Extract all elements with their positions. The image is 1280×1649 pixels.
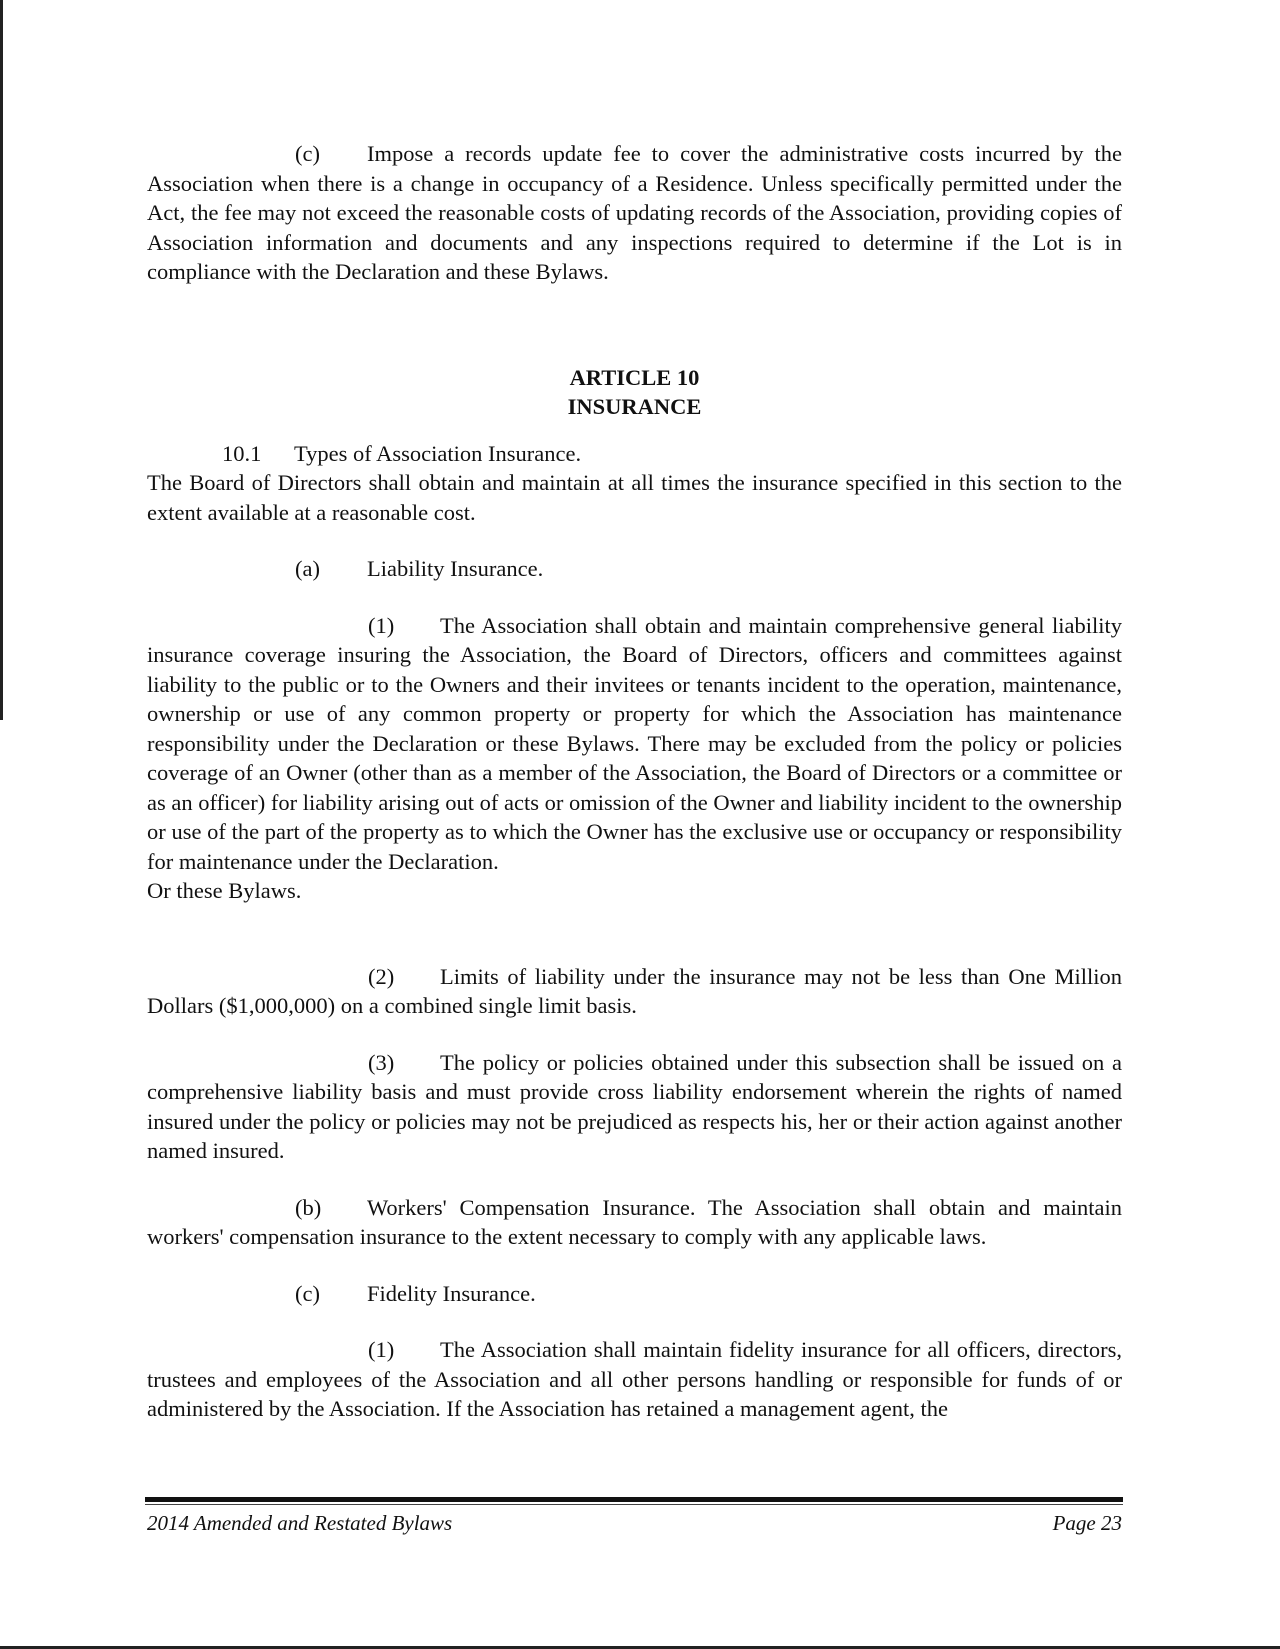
document-page: [147, 139, 1122, 1424]
item-a2-paragraph: [147, 962, 1122, 1021]
subsection-a-heading: [147, 554, 1122, 584]
footer-rule-thin: [145, 1504, 1123, 1505]
item-label: (c): [295, 1280, 320, 1306]
paragraph-text: Limits of liability under the insurance may not be less than One Million Dollars ($1,000,000) on a combined single limit basis.: [147, 963, 1122, 1018]
item-label: (3): [368, 1049, 395, 1075]
paragraph-text: The policy or policies obtained under this subsection shall be issued on a comprehensive liability basis and must provide cross liability endorsement wherein the rights of named insured under the policy or policies may not be prejudiced as respects his, her or their action against another named insured.: [147, 1049, 1122, 1163]
item-label: (2): [368, 963, 395, 989]
section-title: Types of Association Insurance.: [294, 440, 582, 466]
paragraph-text: The Association shall obtain and maintain comprehensive general liability insurance coverage insuring the Association, the Board of Directors, officers and committees against liability to the public or to the Owners and their invitees or tenants incident to the operation, maintenance, ownership or use of any common property or property for which the Association has maintenance responsibility under the Declaration or these Bylaws. There may be excluded from the policy or policies coverage of an Owner (other than as a member of the Association, the Board of Directors or a committee or as an officer) for liability arising out of acts or omission of the Owner and liability incident to the ownership or use of the part of the property as to which the Owner has the exclusive use or occupancy or responsibility for maintenance under the Declaration.: [147, 612, 1122, 874]
subsection-b-paragraph: [147, 1193, 1122, 1252]
item-label: (b): [295, 1194, 322, 1220]
footer-rule: [145, 1497, 1123, 1502]
subsection-title: Fidelity Insurance.: [367, 1280, 536, 1306]
section-10-1-heading: [147, 439, 1122, 469]
article-heading: [147, 363, 1122, 422]
article-title: INSURANCE: [567, 394, 702, 419]
item-a1-tail: Or these Bylaws.: [147, 878, 302, 903]
footer-document-title: 2014 Amended and Restated Bylaws: [147, 1511, 453, 1535]
item-c1-paragraph: [147, 1335, 1122, 1424]
section-number: 10.1: [222, 440, 262, 466]
subsection-title: Liability Insurance.: [367, 556, 544, 581]
item-a1-paragraph: [147, 611, 1122, 877]
paragraph-c-records-fee: [147, 139, 1122, 287]
item-label: (1): [368, 1337, 395, 1362]
scan-edge-left: [0, 0, 3, 720]
paragraph-text: Workers' Compensation Insurance. The Association shall obtain and maintain workers' compensation insurance to the extent necessary to comply with any applicable laws.: [147, 1194, 1122, 1249]
item-label: (1): [368, 612, 395, 638]
footer-page-number: Page 23: [1052, 1511, 1122, 1535]
item-label: (c): [295, 141, 320, 166]
article-number: ARTICLE 10: [569, 364, 700, 390]
section-10-1-text: The Board of Directors shall obtain and maintain at all times the insurance specified in this section to the extent available at a reasonable cost.: [147, 470, 1122, 525]
item-label: (a): [295, 556, 320, 581]
paragraph-text: Impose a records update fee to cover the administrative costs incurred by the Association when there is a change in occupancy of a Residence. Unless specifically permitted under the Act, the fee may not exceed the reasonable costs of updating records of the Association, providing copies of Association information and documents and any inspections required to determine if the Lot is in compliance with the Declaration and these Bylaws.: [147, 141, 1122, 284]
paragraph-text: The Association shall maintain fidelity insurance for all officers, directors, trustees and employees of the Association and all other persons handling or responsible for funds of or administered by the Association. If the Association has retained a management agent, the: [147, 1337, 1122, 1421]
item-a3-paragraph: [147, 1048, 1122, 1166]
subsection-c-heading: [147, 1279, 1122, 1309]
